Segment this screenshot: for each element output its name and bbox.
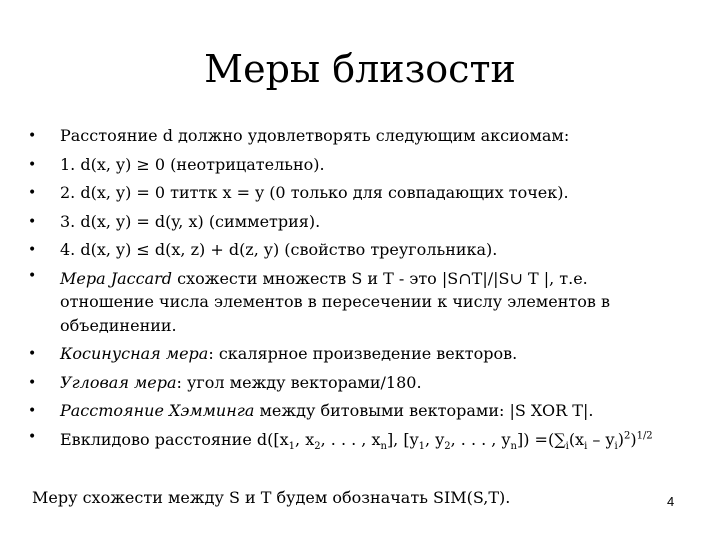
jaccard-term: Мера Jaccard [60, 268, 173, 288]
list-item [28, 426, 678, 455]
bullet-icon: • [28, 242, 37, 258]
list-item [28, 265, 678, 341]
list-item [28, 397, 678, 426]
bullet-icon: • [28, 346, 37, 362]
list-item [28, 208, 678, 237]
list-item-text: : угол между векторами/180. [176, 372, 422, 392]
euclid-text: Евклидово расстояние $d([x_1$, $x_2$, . . . , $x_n$], [$y_1$, $y_2$, . . . , $y_n]) =(\sum_i(x_i - y_i)^2)^{1/2}$ [60, 429, 653, 452]
list-item-text: 1. d(x, y) ≥ 0 (неотрицательно). [60, 154, 325, 174]
list-item [28, 236, 678, 265]
bullet-icon: • [28, 374, 37, 391]
angular-term: Угловая мера [60, 372, 177, 392]
bullet-icon: • [28, 428, 37, 445]
hamming-term: Расстояние Хэмминга [60, 401, 255, 420]
bullet-icon: • [28, 403, 37, 419]
list-item [28, 340, 678, 369]
list-item-text: между битовыми векторами: |S XOR T|. [254, 401, 594, 420]
list-item-text: 2. d(x, y) = 0 титтк x = y (0 только для совпадающих точек). [60, 183, 569, 202]
bullet-icon: • [28, 128, 37, 144]
page-number: 4 [667, 494, 675, 509]
list-item-text: 4. d(x, y) ≤ d(x, z) + d(z, y) (свойство треугольника). [60, 240, 498, 259]
bullet-icon: • [28, 185, 37, 201]
list-item-text: : скалярное произведение векторов. [208, 344, 518, 363]
footer-text: Меру схожести между S и T будем обозначать SIM(S,T). [32, 488, 511, 507]
list-item [28, 369, 678, 398]
list-item-text: 3. d(x, y) = d(y, x) (симметрия). [60, 211, 321, 231]
list-item [28, 122, 678, 151]
slide-title: Меры близости [204, 47, 516, 91]
bullet-list [28, 122, 678, 454]
list-item-text: схожести множеств S и T - это |S∩T|/|S∪ T |, т.е. отношение числа элементов в пересечении к числу элементов в объединении. [60, 268, 610, 335]
list-item-text: Расстояние d должно удовлетворять следующим аксиомам: [60, 126, 570, 145]
bullet-icon: • [28, 156, 37, 173]
list-item [28, 179, 678, 208]
cosine-term: Косинусная мера [60, 344, 209, 363]
bullet-icon: • [28, 213, 37, 230]
list-item [28, 151, 678, 180]
bullet-icon: • [28, 267, 37, 284]
